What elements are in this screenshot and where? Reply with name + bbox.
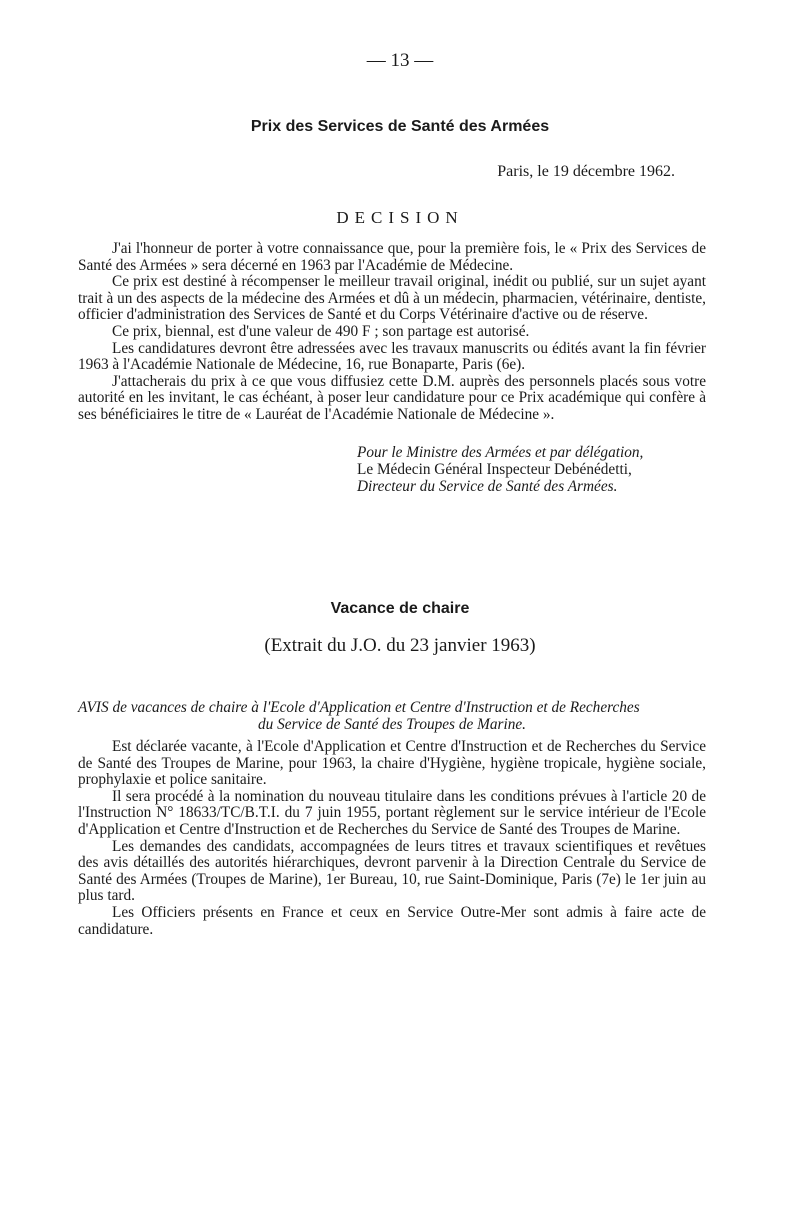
vacance-paragraph: Les demandes des candidats, accompagnées de leurs titres et travaux scientifiques et revêtues des avis détaillés des autorités hiérarchiques, devront parvenir à la Direction Centrale du Service de Santé des Armées (Troupes de Marine), 1er Bureau, 10, rue Saint-Dominique, Paris (7e) le 1er juin au plus tard. bbox=[78, 837, 706, 905]
vacance-paragraph: Les Officiers présents en France et ceux en Service Outre-Mer sont admis à faire acte de candidature. bbox=[78, 903, 706, 938]
avis-heading bbox=[78, 700, 706, 733]
decision-heading: DECISION bbox=[336, 208, 464, 227]
page-number: — 13 — bbox=[366, 50, 434, 71]
signature-line: Le Médecin Général Inspecteur Debénédetti, bbox=[357, 461, 632, 478]
section-subtitle: (Extrait du J.O. du 23 janvier 1963) bbox=[264, 635, 536, 656]
signature-line: Pour le Ministre des Armées et par délégation, bbox=[357, 444, 644, 461]
decision-body bbox=[78, 241, 706, 424]
signature-block bbox=[357, 444, 697, 495]
avis-line: AVIS de vacances de chaire à l'Ecole d'Application et Centre d'Instruction et de Recherches bbox=[78, 699, 640, 716]
decision-paragraph: Ce prix est destiné à récompenser le meilleur travail original, inédit ou publié, sur un sujet ayant trait à un des aspects de la médecine des Armées et dû à un médecin, pharmacien, vétérinaire, dentiste, officier d'administration des Services de Santé et du Corps Vétérinaire d'active ou de réserve. bbox=[78, 273, 706, 324]
vacance-paragraph: Il sera procédé à la nomination du nouveau titulaire dans les conditions prévues à l'article 20 de l'Instruction N° 18633/TC/B.T.I. du 7 juin 1955, portant règlement sur le service intérieur de l'Ecole d'Application et Centre d'Instruction et de Recherches du Service de Santé des Troupes de Marine. bbox=[78, 787, 706, 838]
decision-paragraph: J'attacherais du prix à ce que vous diffusiez cette D.M. auprès des personnels placés sous votre autorité en les invitant, le cas échéant, à poser leur candidature pour ce Prix académique qui confère à ses bénéficiaires le titre de « Lauréat de l'Académie Nationale de Médecine ». bbox=[78, 372, 706, 423]
decision-date: Paris, le 19 décembre 1962. bbox=[497, 163, 675, 180]
vacance-paragraph: Est déclarée vacante, à l'Ecole d'Application et Centre d'Instruction et de Recherches du Service de Santé des Troupes de Marine, pour 1963, la chaire d'Hygiène, hygiène tropicale, hygiène sociale, prophylaxie et police sanitaire. bbox=[78, 738, 706, 789]
signature-line: Directeur du Service de Santé des Armées. bbox=[357, 478, 618, 495]
decision-paragraph: Les candidatures devront être adressées avec les travaux manuscrits ou édités avant la fin février 1963 à l'Académie Nationale de Médecine, 16, rue Bonaparte, Paris (6e). bbox=[78, 339, 706, 374]
decision-paragraph: J'ai l'honneur de porter à votre connaissance que, pour la première fois, le « Prix des Services de Santé des Armées » sera décerné en 1963 par l'Académie de Médecine. bbox=[78, 240, 706, 274]
section-title-vacance: Vacance de chaire bbox=[330, 600, 470, 617]
avis-line: du Service de Santé des Troupes de Marine. bbox=[258, 715, 526, 733]
decision-paragraph: Ce prix, biennal, est d'une valeur de 490 F ; son partage est autorisé. bbox=[112, 322, 530, 340]
vacance-body bbox=[78, 739, 706, 938]
section-title-prix: Prix des Services de Santé des Armées bbox=[250, 118, 550, 135]
